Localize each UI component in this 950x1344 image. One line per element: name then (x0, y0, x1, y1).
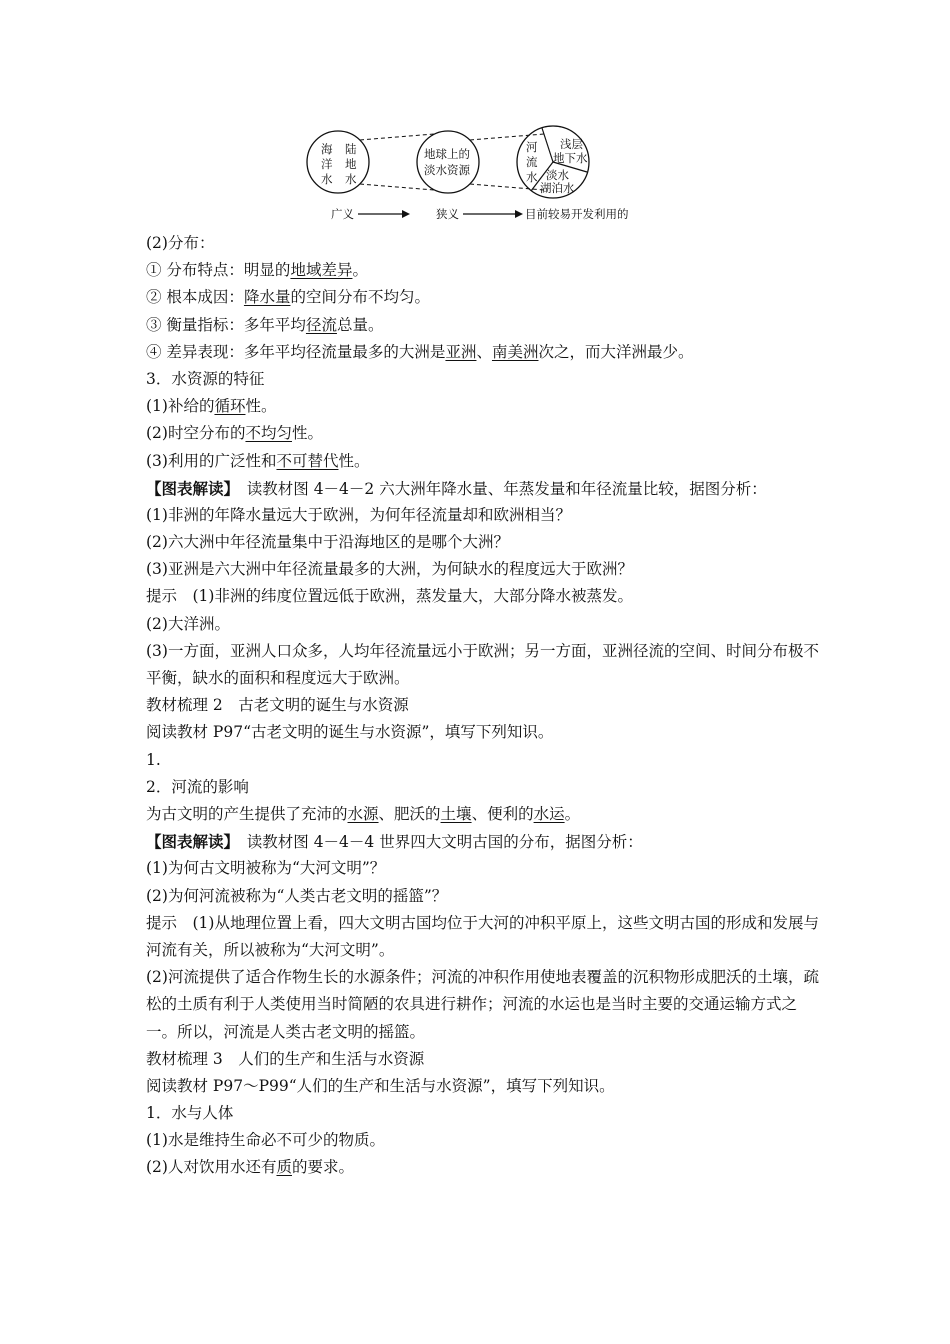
line-root-cause: ② 根本成因：降水量的空间分布不均匀。 (146, 288, 430, 307)
c1-col1-0: 海 (321, 142, 333, 156)
hint-3: (3)一方面，亚洲人口众多，人均年径流量远小于欧洲；另一方面，亚洲径流的空间、时间分布极不平衡，缺水的面积和程度远大于欧洲。 (146, 641, 819, 688)
line-measure-index: ③ 衡量指标：多年平均径流总量。 (146, 315, 384, 334)
label-broad: 广义 (331, 207, 354, 221)
blank-answer: 土壤 (440, 804, 472, 823)
c3-left-0: 河 (526, 140, 538, 154)
question-2: (2)六大洲中年径流量集中于沿海地区的是哪个大洲？ (146, 533, 509, 552)
c1-col2-2: 水 (345, 172, 357, 186)
chart-reading-tag: 【图表解读】 (146, 478, 232, 498)
line-river-influence: 为古文明的产生提供了充沛的水源、肥沃的土壤、便利的水运。 (146, 804, 581, 823)
c3-left-2: 水 (526, 170, 538, 184)
blank-answer: 不可替代 (276, 451, 339, 470)
item-water-body: 1．水与人体 (146, 1104, 234, 1123)
circle-broad (307, 131, 369, 193)
circle-narrow (417, 131, 479, 193)
c3-left-1: 流 (526, 155, 538, 169)
c3-topright-0: 浅层 (560, 137, 583, 151)
line-water-life: (1)水是维持生命必不可少的物质。 (146, 1131, 385, 1150)
question-5: (2)为何河流被称为“人类古老文明的摇篮”？ (146, 886, 448, 905)
section-heading-3: 教材梳理 3 人们的生产和生活与水资源 (146, 1049, 425, 1068)
line-water-quality: (2)人对饮用水还有质的要求。 (146, 1158, 354, 1177)
c3-bottom-0: 淡水 (546, 168, 569, 182)
blank-answer: 不均匀 (245, 424, 292, 443)
water-resource-diagram (298, 120, 658, 228)
line-distribution-heading: (2)分布： (146, 234, 215, 252)
reading-instruction-2: 阅读教材 P97“古老文明的诞生与水资源”，填写下列知识。 (146, 723, 554, 742)
chart-reading-1: 【图表解读】 读教材图 4－4－2 六大洲年降水量、年蒸发量和年径流量比较，据图分析： (146, 478, 767, 498)
blank-answer: 质 (276, 1158, 292, 1177)
label-narrow: 狭义 (436, 207, 459, 221)
c2-line1: 地球上的 (424, 147, 470, 161)
c1-col1-1: 洋 (321, 157, 333, 171)
hint-5: (2)河流提供了适合作物生长的水源条件；河流的冲积作用使地表覆盖的沉积物形成肥沃的土壤，疏松的土质有利于人类使用当时简陋的农具进行耕作；河流的水运也是当时主要的交通运输方式之一。所以，河流是人类古老文明的摇篮。 (146, 968, 819, 1041)
document-body (146, 230, 826, 1182)
question-1: (1)非洲的年降水量远大于欧洲，为何年径流量却和欧洲相当？ (146, 505, 571, 524)
c3-topright-1: 地下水 (553, 151, 588, 165)
chart-reading-2: 【图表解读】 读教材图 4－4－4 世界四大文明古国的分布，据图分析： (146, 832, 643, 852)
section-heading-2: 教材梳理 2 古老文明的诞生与水资源 (146, 696, 409, 715)
hint-2: (2)大洋洲。 (146, 614, 230, 633)
question-4: (1)为何古文明被称为“大河文明”？ (146, 859, 386, 878)
blank-answer: 循环 (214, 397, 246, 416)
label-usable: 目前较易开发利用的 (525, 207, 629, 221)
blank-answer: 水源 (347, 804, 379, 823)
item-2-heading: 2．河流的影响 (146, 777, 249, 796)
section-heading-features: 3．水资源的特征 (146, 369, 265, 388)
c1-col2-1: 地 (345, 157, 357, 171)
blank-answer: 水运 (533, 804, 565, 823)
question-3: (3)亚洲是六大洲中年径流量最多的大洲，为何缺水的程度远大于欧洲？ (146, 560, 633, 579)
hint-1: 提示 (1)非洲的纬度位置远低于欧洲，蒸发量大，大部分降水被蒸发。 (146, 587, 633, 606)
blank-answer: 亚洲 (445, 342, 477, 361)
blank-answer: 径流 (305, 315, 337, 334)
line-feature-2: (2)时空分布的不均匀性。 (146, 424, 323, 443)
c1-col2-0: 陆 (345, 142, 357, 156)
c1-col1-2: 水 (321, 172, 333, 186)
c2-line2: 淡水资源 (424, 163, 470, 177)
line-difference: ④ 差异表现：多年平均径流量最多的大洲是亚洲、南美洲次之，而大洋洲最少。 (146, 342, 694, 361)
reading-instruction-3: 阅读教材 P97～P99“人们的生产和生活与水资源”，填写下列知识。 (146, 1076, 615, 1095)
line-feature-1: (1)补给的循环性。 (146, 397, 277, 416)
chart-reading-tag: 【图表解读】 (146, 832, 232, 852)
line-distribution-feature: ① 分布特点：明显的地域差异。 (146, 261, 368, 280)
hint-4: 提示 (1)从地理位置上看，四大文明古国均位于大河的冲积平原上，这些文明古国的形成和发展与河流有关，所以被称为“大河文明”。 (146, 913, 819, 959)
blank-answer: 南美洲 (491, 342, 539, 361)
c3-bottom-1: 湖泊水 (540, 181, 575, 195)
line-feature-3: (3)利用的广泛性和不可替代性。 (146, 451, 370, 470)
item-1: 1. (146, 750, 161, 769)
blank-answer: 地域差异 (290, 261, 353, 280)
blank-answer: 降水量 (243, 288, 291, 307)
